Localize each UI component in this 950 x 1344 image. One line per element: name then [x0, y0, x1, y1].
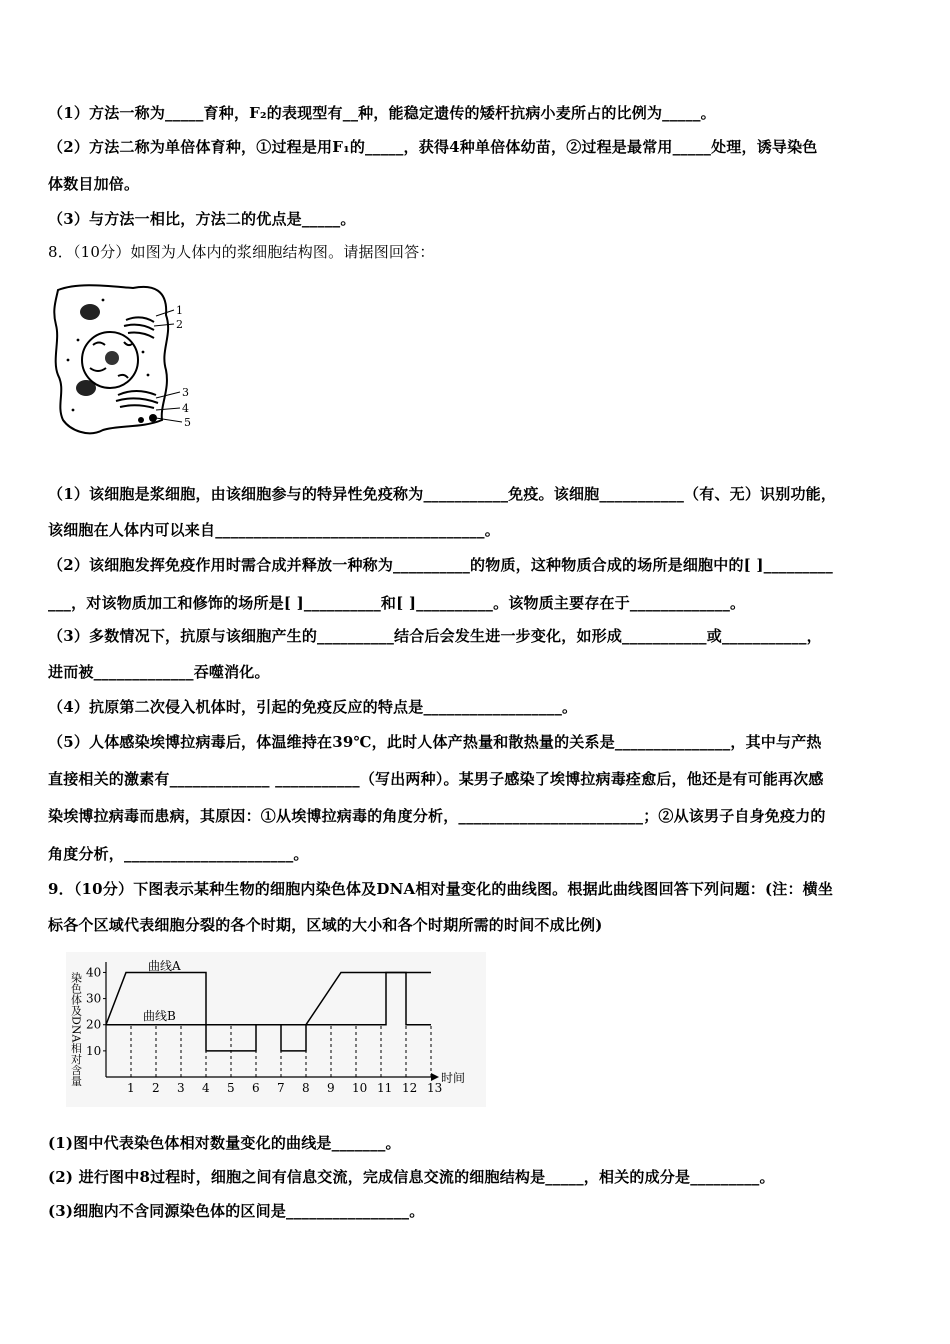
q8-line-5: （3）多数情况下，抗原与该细胞产生的__________结合后会发生进一步变化，如形成___________或___________，: [48, 627, 822, 645]
fig-label-3: 3: [182, 386, 189, 399]
q7-line-1: （1）方法一称为_____育种，F₂的表现型有__种，能稳定遗传的矮杆抗病小麦所占的比例为_____。: [48, 104, 716, 122]
legend-curve-a: 曲线A: [148, 959, 181, 973]
q7-line-4: （3）与方法一相比，方法二的优点是_____。: [48, 210, 356, 228]
chromosome-dna-chart: [66, 952, 486, 1107]
q8-line-9: 直接相关的激素有_____________ ___________（写出两种）。某男子感染了埃博拉病毒痊愈后，他还是有可能再次感: [48, 770, 824, 788]
q8-line-7: （4）抗原第二次侵入机体时，引起的免疫反应的特点是__________________。: [48, 698, 578, 716]
q8-line-2: 该细胞在人体内可以来自___________________________________。: [48, 521, 500, 539]
y-tick-label-10: 10: [86, 1043, 102, 1058]
q7-line-3: 体数目加倍。: [48, 175, 140, 193]
fig-label-4: 4: [182, 402, 189, 415]
x-tick-label-4: 4: [202, 1081, 210, 1095]
y-axis-label: 染色体及DNA相对含量: [69, 972, 83, 1087]
x-tick-label-8: 8: [302, 1081, 310, 1095]
q8-line-3: （2）该细胞发挥免疫作用时需合成并释放一种称为__________的物质，这种物质合成的场所是细胞中的[ ]_________: [48, 556, 833, 574]
q7-line-2: （2）方法二称为单倍体育种，①过程是用F₁的_____，获得4种单倍体幼苗，②过程是最常用_____处理，诱导染色: [48, 138, 818, 156]
y-tick-label-40: 40: [86, 965, 102, 980]
y-tick-label-30: 30: [86, 991, 102, 1006]
q8-stem: 8．（10分）如图为人体内的浆细胞结构图。请据图回答：: [48, 243, 435, 261]
q9-question-1: (1)图中代表染色体相对数量变化的曲线是_______。: [48, 1134, 401, 1152]
fig-label-1: 1: [176, 304, 183, 317]
q9-question-3: (3)细胞内不含同源染色体的区间是________________。: [48, 1202, 425, 1220]
x-tick-label-10: 10: [352, 1081, 368, 1095]
q8-line-4: ___，对该物质加工和修饰的场所是[ ]__________和[ ]__________。该物质主要存在于_____________。: [48, 594, 746, 612]
fig-label-2: 2: [176, 318, 183, 331]
q8-line-10: 染埃博拉病毒而患病，其原因：①从埃博拉病毒的角度分析，________________________；②从该男子自身免疫力的: [48, 807, 826, 825]
q9-question-2: (2) 进行图中8过程时，细胞之间有信息交流，完成信息交流的细胞结构是_____，相关的成分是_________。: [48, 1168, 775, 1186]
x-tick-label-13: 13: [427, 1081, 443, 1095]
x-tick-label-3: 3: [177, 1081, 185, 1095]
legend-curve-b: 曲线B: [143, 1009, 176, 1023]
x-tick-label-9: 9: [327, 1081, 335, 1095]
x-tick-label-1: 1: [127, 1081, 135, 1095]
q8-line-1: （1）该细胞是浆细胞，由该细胞参与的特异性免疫称为___________免疫。该细胞___________（有、无）识别功能，: [48, 485, 837, 503]
fig-label-5: 5: [184, 416, 191, 429]
y-tick-label-20: 20: [86, 1017, 102, 1032]
q9-stem-1: 9．（10分）下图表示某种生物的细胞内染色体及DNA相对量变化的曲线图。根据此曲线图回答下列问题：(注：横坐: [48, 880, 834, 898]
q8-line-11: 角度分析，______________________。: [48, 845, 309, 863]
x-tick-label-11: 11: [377, 1081, 393, 1095]
x-tick-label-12: 12: [402, 1081, 418, 1095]
x-tick-label-2: 2: [152, 1081, 160, 1095]
x-axis-label: 时间: [441, 1071, 466, 1085]
x-tick-label-7: 7: [277, 1081, 285, 1095]
q8-line-8: （5）人体感染埃博拉病毒后，体温维持在39℃，此时人体产热量和散热量的关系是_______________，其中与产热: [48, 733, 822, 751]
q9-stem-2: 标各个区域代表细胞分裂的各个时期，区域的大小和各个时期所需的时间不成比例): [48, 916, 603, 934]
x-tick-label-5: 5: [227, 1081, 235, 1095]
x-tick-label-6: 6: [252, 1081, 260, 1095]
q8-line-6: 进而被_____________吞噬消化。: [48, 663, 270, 681]
plasma-cell-figure: [48, 280, 198, 440]
